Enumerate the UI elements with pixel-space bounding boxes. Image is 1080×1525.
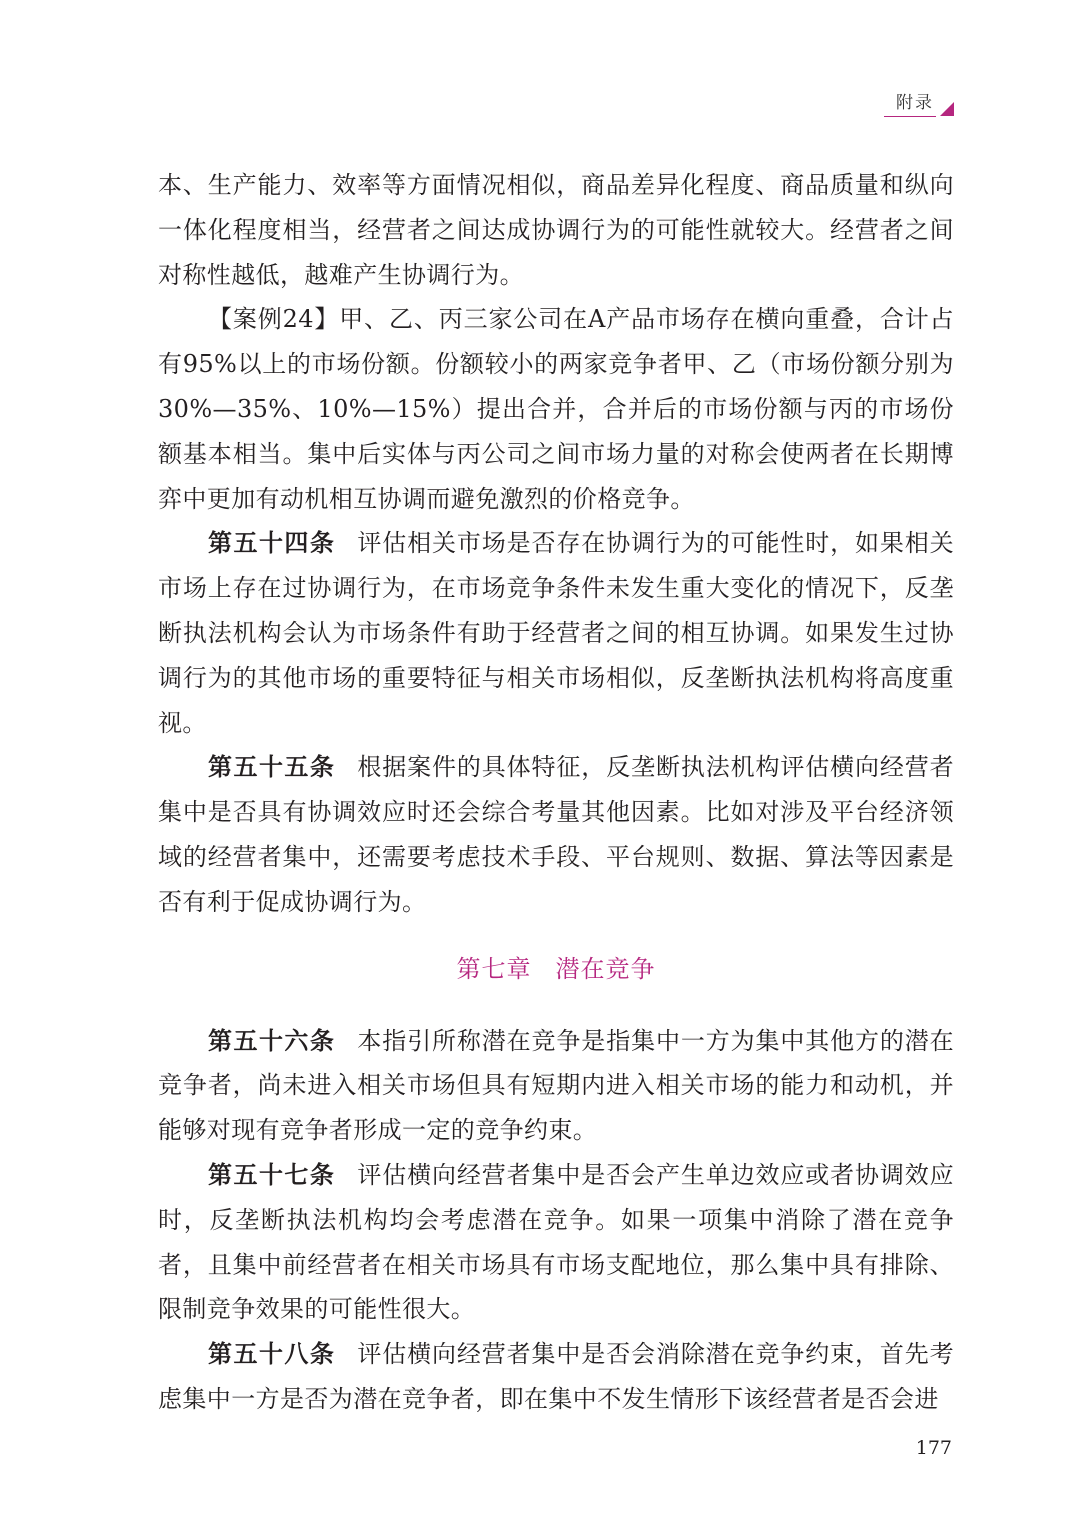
chapter-heading bbox=[158, 947, 954, 991]
case-24-paragraph: 【案例24】甲、乙、丙三家公司在A产品市场存在横向重叠，合计占有95%以上的市场份额。份额较小的两家竞争者甲、乙（市场份额分别为30%—35%、10%—15%）提出合并，合并后的市场份额与丙的市场份额基本相当。集中后实体与丙公司之间市场力量的对称会使两者在长期博弈中更加有动机相互协调而避免激烈的价格竞争。 bbox=[158, 305, 954, 513]
article-text: 本指引所称潜在竞争是指集中一方为集中其他方的潜在竞争者，尚未进入相关市场但具有短期内进入相关市场的能力和动机，并能够对现有竞争者形成一定的竞争约束。 bbox=[158, 1026, 955, 1145]
article-title: 第五十八条 bbox=[208, 1340, 336, 1369]
running-header bbox=[882, 88, 954, 122]
article-54 bbox=[158, 521, 954, 745]
article-text: 评估横向经营者集中是否会消除潜在竞争约束，首先考虑集中一方是否为潜在竞争者，即在集中不发生情形下该经营者是否会进 bbox=[158, 1340, 955, 1413]
page-body bbox=[158, 163, 954, 1422]
article-text: 根据案件的具体特征，反垄断执法机构评估横向经营者集中是否具有协调效应时还会综合考量其他因素。比如对涉及平台经济领域的经营者集中，还需要考虑技术手段、平台规则、数据、算法等因素是否有利于促成协调行为。 bbox=[158, 753, 955, 916]
article-title: 第五十五条 bbox=[208, 753, 336, 782]
article-title: 第五十四条 bbox=[208, 529, 336, 558]
article-57 bbox=[158, 1153, 954, 1332]
article-text: 评估相关市场是否存在协调行为的可能性时，如果相关市场上存在过协调行为，在市场竞争条件未发生重大变化的情况下，反垄断执法机构会认为市场条件有助于经营者之间的相互协调。如果发生过协调行为的其他市场的重要特征与相关市场相似，反垄断执法机构将高度重视。 bbox=[158, 529, 955, 737]
triangle-icon bbox=[940, 102, 954, 116]
article-56 bbox=[158, 1019, 954, 1153]
article-text: 评估横向经营者集中是否会产生单边效应或者协调效应时，反垄断执法机构均会考虑潜在竞争。如果一项集中消除了潜在竞争者，且集中前经营者在相关市场具有市场支配地位，那么集中具有排除、限制竞争效果的可能性很大。 bbox=[158, 1160, 955, 1324]
article-58 bbox=[158, 1332, 954, 1422]
page-number: 177 bbox=[915, 1437, 952, 1459]
article-title: 第五十六条 bbox=[208, 1026, 336, 1055]
article-55 bbox=[158, 745, 954, 924]
chapter-title: 潜在竞争 bbox=[555, 954, 656, 983]
paragraph-continuation: 本、生产能力、效率等方面情况相似，商品差异化程度、商品质量和纵向一体化程度相当，经营者之间达成协调行为的可能性就较大。经营者之间对称性越低，越难产生协调行为。 bbox=[158, 171, 954, 289]
header-label: 附录 bbox=[896, 93, 934, 113]
header-rule bbox=[884, 116, 936, 117]
chapter-number: 第七章 bbox=[456, 954, 532, 983]
article-title: 第五十七条 bbox=[208, 1160, 336, 1189]
